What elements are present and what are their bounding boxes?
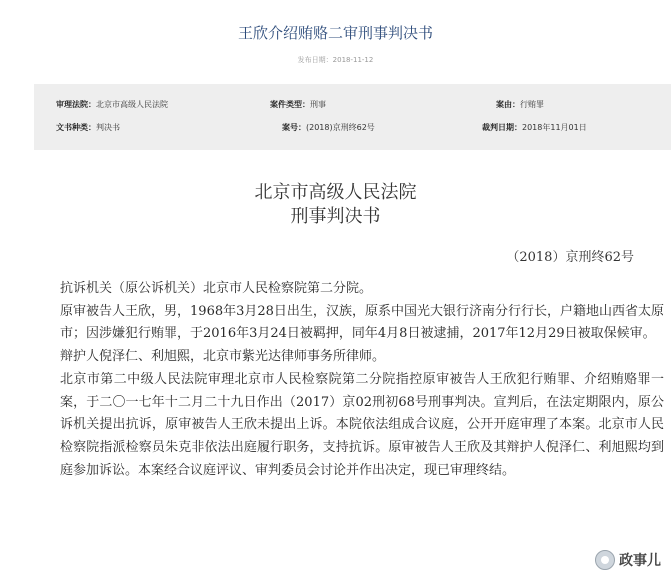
publish-date-label: 发布日期： xyxy=(297,56,333,64)
meta-judgment-date-label: 裁判日期： xyxy=(482,123,522,132)
meta-cause-value: 行贿罪 xyxy=(520,100,544,109)
meta-court-value: 北京市高级人民法院 xyxy=(96,100,168,109)
meta-court xyxy=(56,99,168,110)
watermark-text: 政事儿 xyxy=(619,553,661,569)
meta-cause-label: 案由： xyxy=(496,100,520,109)
meta-case-number xyxy=(282,122,375,133)
meta-case-type-value: 刑事 xyxy=(310,100,326,109)
publish-date-value: 2018-11-12 xyxy=(332,56,374,64)
meta-doc-type xyxy=(56,122,120,133)
case-number: （2018）京刑终62号 xyxy=(506,250,634,265)
paragraph-defense-counsel: 辩护人倪泽仁、利旭熙，北京市紫光达律师事务所律师。 xyxy=(60,349,386,365)
document-type-heading: 刑事判决书 xyxy=(290,206,381,227)
meta-doc-type-value: 判决书 xyxy=(96,123,120,132)
watermark-logo-icon xyxy=(595,550,615,570)
meta-case-number-label: 案号： xyxy=(282,123,306,132)
meta-judgment-date-value: 2018年11月01日 xyxy=(522,123,587,132)
paragraph-procedure: 北京市第二中级人民法院审理北京市人民检察院第二分院指控原审被告人王欣犯行贿罪、介绍贿赂罪一案，于二〇一七年十二月二十九日作出（2017）京02刑初68号刑事判决。宣判后，在法定期限内，原公诉机关提出抗诉，原审被告人王欣未提出上诉。本院依法组成合议庭，公开开庭审理了本案。北京市人民检察院指派检察员朱克非依法出庭履行职务，支持抗诉。原审被告人王欣及其辩护人倪泽仁、利旭熙均到庭参加诉讼。本案经合议庭评议、审判委员会讨论并作出决定，现已审理终结。 xyxy=(60,371,664,478)
court-heading: 北京市高级人民法院 xyxy=(254,182,417,203)
paragraph-defendant: 原审被告人王欣，男，1968年3月28日出生，汉族，原系中国光大银行济南分行行长，户籍地山西省太原市；因涉嫌犯行贿罪，于2016年3月24日被羁押，同年4月8日被逮捕，2017年12月29日被取保候审。 xyxy=(60,303,664,342)
meta-case-type xyxy=(270,99,326,110)
case-meta-panel xyxy=(34,84,671,150)
meta-judgment-date xyxy=(482,122,587,133)
watermark xyxy=(591,548,665,572)
publish-date-line xyxy=(0,55,671,65)
meta-case-type-label: 案件类型： xyxy=(270,100,310,109)
paragraph-prosecution: 抗诉机关（原公诉机关）北京市人民检察院第二分院。 xyxy=(60,281,373,296)
meta-doc-type-label: 文书种类： xyxy=(56,123,96,132)
meta-case-number-value: (2018)京刑终62号 xyxy=(306,123,375,132)
judgment-body xyxy=(60,278,664,482)
page-title: 王欣介绍贿赂二审刑事判决书 xyxy=(237,24,433,42)
meta-cause xyxy=(496,99,544,110)
meta-court-label: 审理法院： xyxy=(56,100,96,109)
